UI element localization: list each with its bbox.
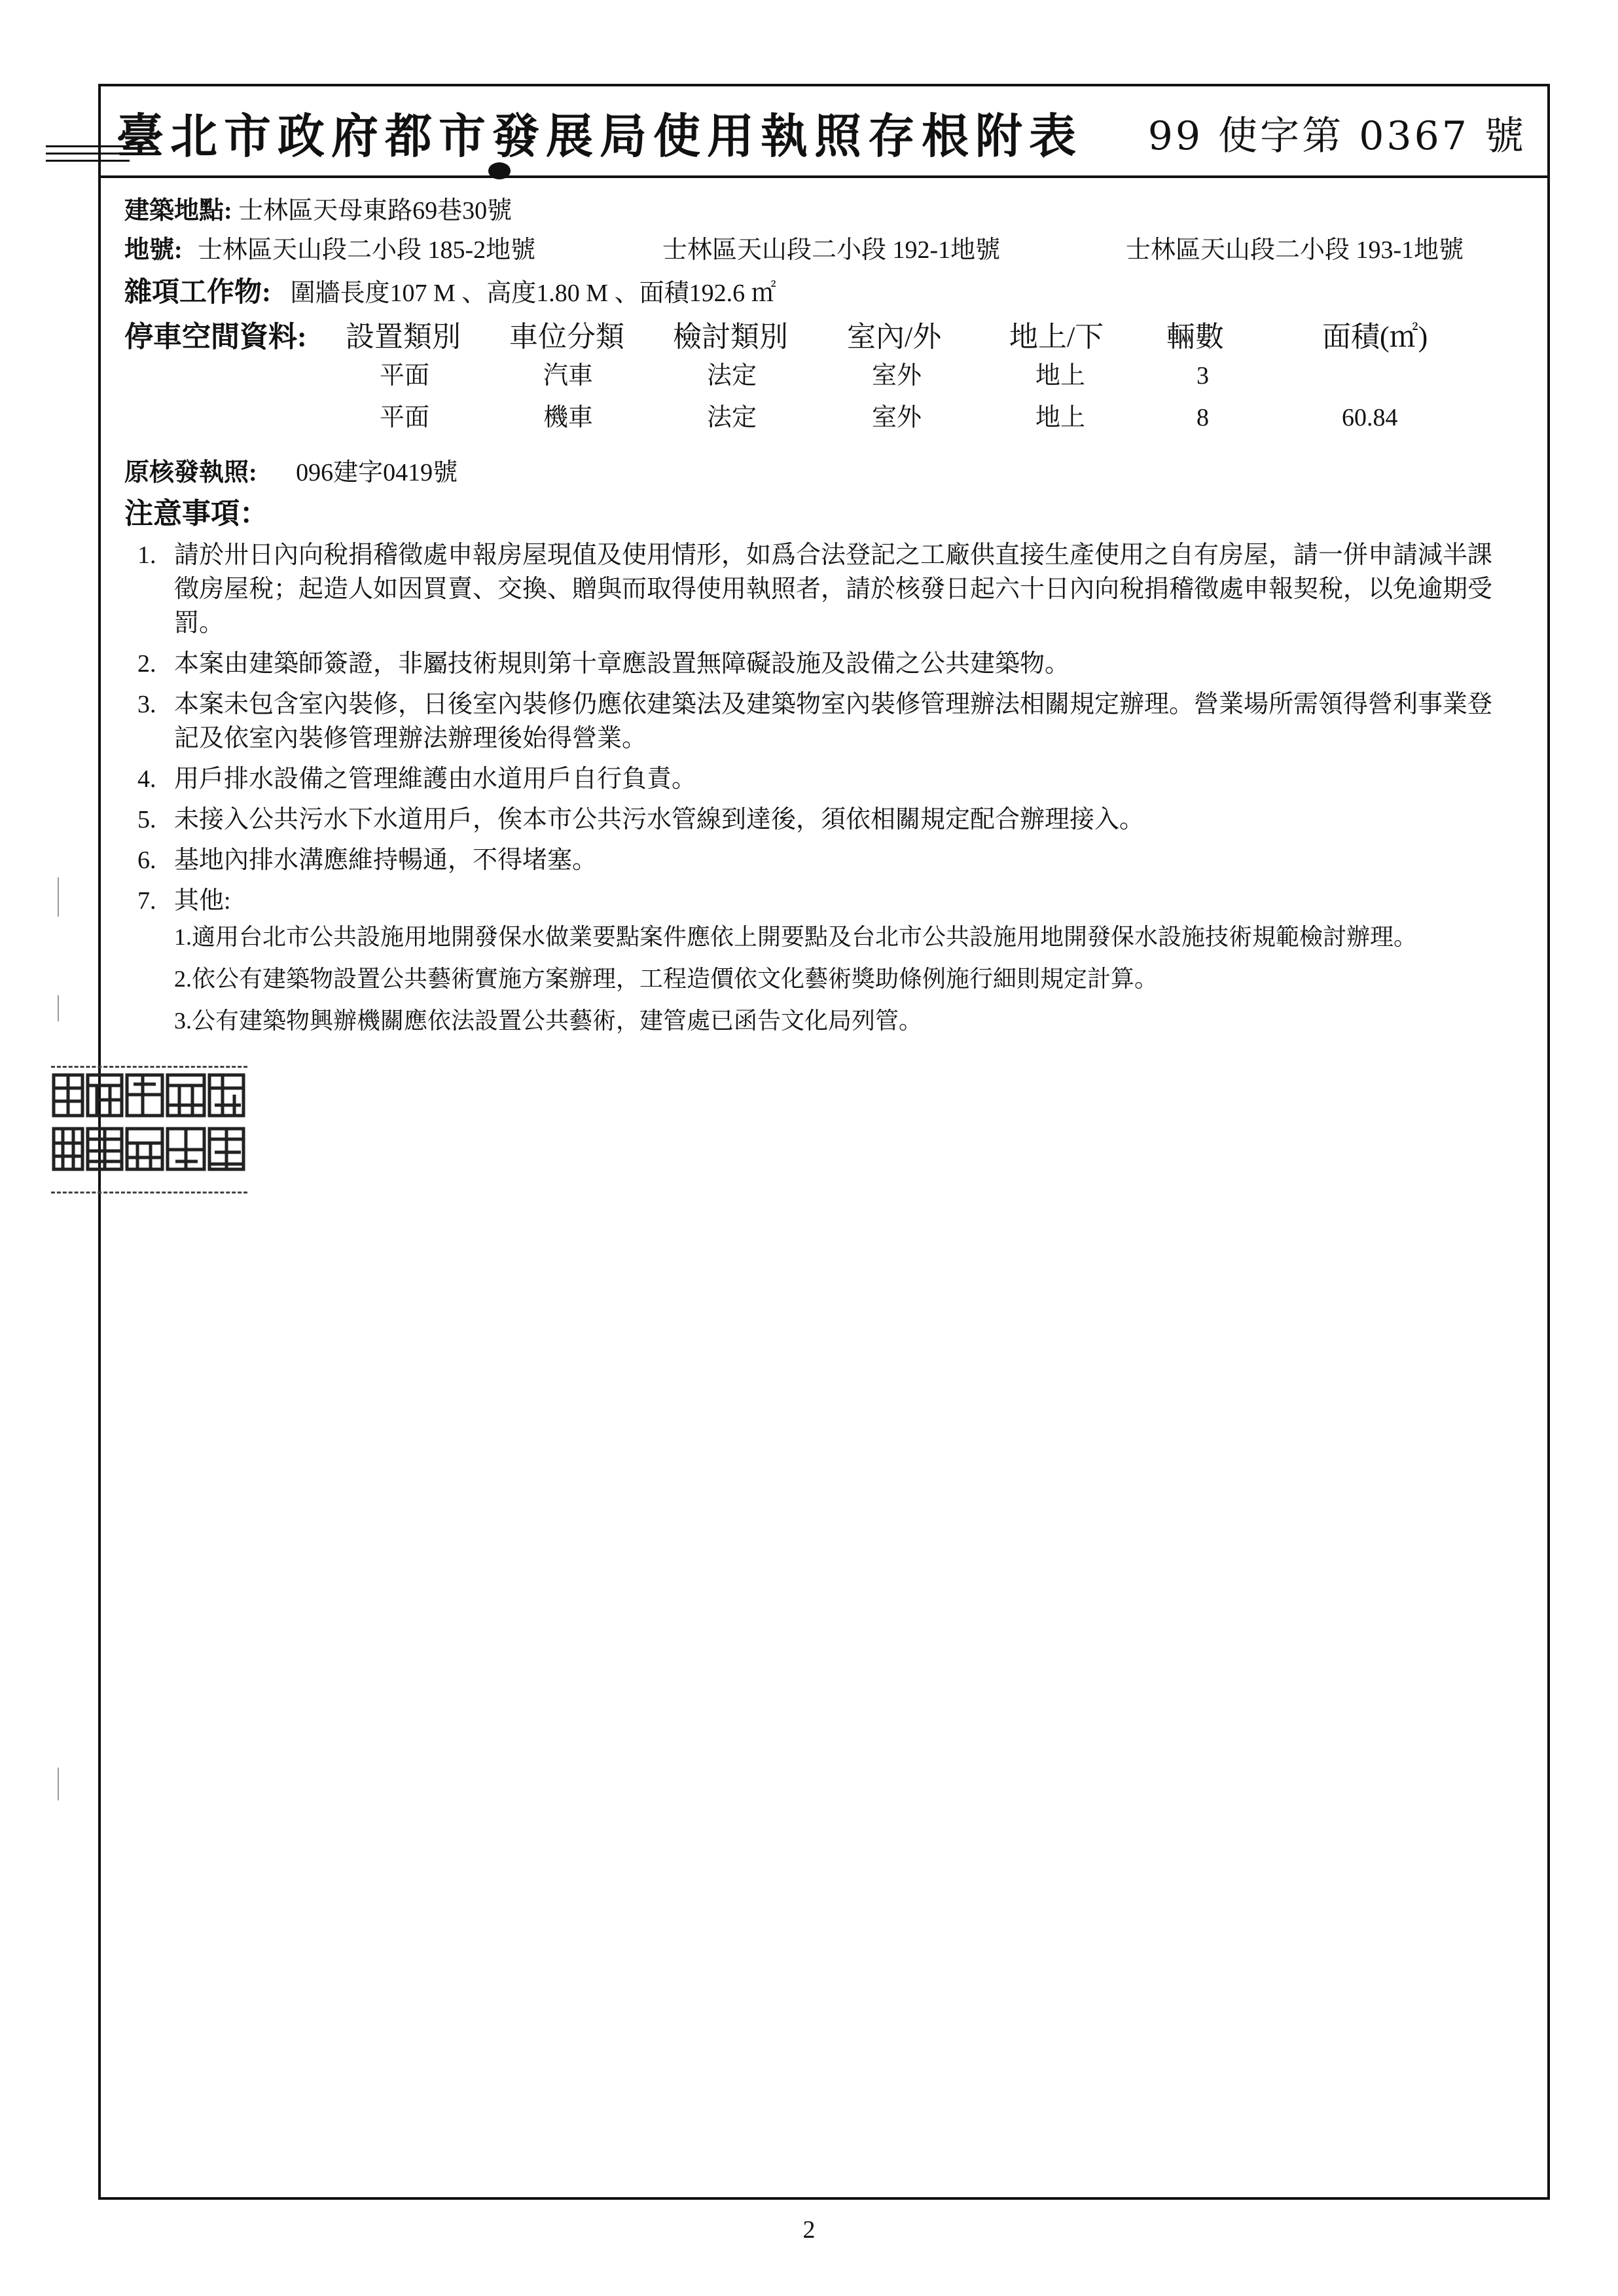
parking-label: 停車空間資料: xyxy=(124,321,307,353)
building-location-row xyxy=(124,195,1525,234)
note-item xyxy=(124,884,1496,1037)
note-text: 其他: xyxy=(174,887,231,915)
seal-glyphs-image xyxy=(51,1066,247,1190)
note-item xyxy=(124,843,1496,877)
original-permit-row xyxy=(124,457,1525,495)
note-text: 本案未包含室內裝修，日後室內裝修仍應依建築法及建築物室內裝修管理辦法相關規定辦理。營業場所需領得營利事業登記及依室內裝修管理辦法辦理後始得營業。 xyxy=(174,691,1493,752)
parking-data-row xyxy=(124,360,1525,402)
lot-number-row xyxy=(124,234,1525,275)
misc-structure-label: 雜項工作物: xyxy=(124,278,271,308)
page-title: 臺北市政府都市發展局使用執照存根附表 xyxy=(117,108,1083,164)
misc-structure-row xyxy=(124,275,1525,318)
parking-col-space-class: 車位分類 xyxy=(509,321,624,353)
note-text: 請於卅日內向稅捐稽徵處申報房屋現值及使用情形，如爲合法登記之工廠供直接生產使用之自有房屋，請一併申請減半課徵房屋稅；起造人如因買賣、交換、贈與而取得使用執照者，請於核發日起六十日內向稅捐稽徵處申報契稅，以免逾期受罰。 xyxy=(174,541,1493,637)
parking-col-setup-type: 設置類別 xyxy=(346,321,461,353)
scan-edge-mark xyxy=(58,1768,59,1800)
note-number: 2. xyxy=(137,650,156,678)
note-text: 本案由建築師簽證，非屬技術規則第十章應設置無障礙設施及設備之公共建築物。 xyxy=(174,650,1070,678)
parking-cell: 機車 xyxy=(543,404,594,431)
parking-col-indoor-outdoor: 室內/外 xyxy=(847,321,942,353)
parking-cell: 平面 xyxy=(380,404,430,431)
lot-number-3: 士林區天山段二小段 193-1地號 xyxy=(1126,236,1464,264)
note-text: 基地內排水溝應維持暢通，不得堵塞。 xyxy=(174,847,598,874)
building-location-value: 士林區天母東路69巷30號 xyxy=(238,197,512,225)
original-permit-value: 096建字0419號 xyxy=(296,459,458,486)
parking-cell: 地上 xyxy=(1035,404,1086,431)
parking-cell: 8 xyxy=(1196,404,1209,431)
sub-note-item: 2.依公有建築物設置公共藝術實施方案辦理，工程造價依文化藝術獎助條例施行細則規定計算。 xyxy=(174,966,1159,992)
note-number: 1. xyxy=(137,541,156,569)
lot-number-label: 地號: xyxy=(124,236,183,264)
official-seal-stamp xyxy=(51,1066,247,1197)
note-item xyxy=(124,803,1496,837)
lot-number-1: 士林區天山段二小段 185-2地號 xyxy=(198,236,536,264)
parking-cell: 法定 xyxy=(707,362,757,390)
seal-top-rule xyxy=(51,1066,247,1068)
note-item xyxy=(124,538,1496,640)
sub-note-item: 3.公有建築物興辦機關應依法設置公共藝術，建管處已函告文化局列管。 xyxy=(174,1008,923,1034)
lot-number-2: 士林區天山段二小段 192-1地號 xyxy=(662,236,1001,264)
parking-cell: 室外 xyxy=(872,362,922,390)
notes-list xyxy=(124,538,1525,1037)
seal-bottom-rule xyxy=(51,1192,247,1194)
parking-cell: 室外 xyxy=(872,404,922,431)
parking-cell: 60.84 xyxy=(1342,404,1398,431)
note-number: 4. xyxy=(137,765,156,793)
parking-col-count: 輛數 xyxy=(1166,321,1224,353)
scan-edge-mark xyxy=(58,995,59,1021)
original-permit-label: 原核發執照: xyxy=(124,459,257,486)
parking-col-review-type: 檢討類別 xyxy=(673,321,788,353)
misc-structure-value: 圍牆長度107 M 、高度1.80 M 、面積192.6 ㎡ xyxy=(290,280,776,307)
other-notes-list xyxy=(174,920,1496,1037)
parking-col-above-below: 地上/下 xyxy=(1009,321,1104,353)
page-number: 2 xyxy=(802,2216,816,2244)
parking-cell: 法定 xyxy=(707,404,757,431)
parking-cell: 地上 xyxy=(1035,362,1086,390)
title-divider xyxy=(98,175,1550,178)
parking-cell: 平面 xyxy=(380,362,430,390)
note-number: 7. xyxy=(137,887,156,915)
permit-number: 99 使字第 0367 號 xyxy=(1147,113,1526,159)
note-text: 用戶排水設備之管理維護由水道用戶自行負責。 xyxy=(174,765,697,793)
document-body xyxy=(124,195,1525,1046)
parking-col-area: 面積(㎡) xyxy=(1322,321,1428,353)
note-number: 3. xyxy=(137,691,156,718)
note-number: 6. xyxy=(137,847,156,874)
note-item xyxy=(124,647,1496,681)
note-number: 5. xyxy=(137,806,156,833)
building-location-label: 建築地點: xyxy=(124,197,232,225)
sub-note-item: 1.適用台北市公共設施用地開發保水做業要點案件應依上開要點及台北市公共設施用地開發保水設施技術規範檢討辦理。 xyxy=(174,924,1418,950)
note-item xyxy=(124,687,1496,756)
scan-edge-mark xyxy=(58,877,59,917)
notes-title: 注意事項： xyxy=(124,498,268,530)
parking-cell: 3 xyxy=(1196,362,1209,390)
parking-data-row xyxy=(124,402,1525,444)
parking-cell: 汽車 xyxy=(543,362,594,390)
note-text: 未接入公共污水下水道用戶，俟本市公共污水管線到達後，須依相關規定配合辦理接入。 xyxy=(174,806,1145,833)
note-item xyxy=(124,762,1496,796)
parking-header-row xyxy=(124,318,1525,360)
